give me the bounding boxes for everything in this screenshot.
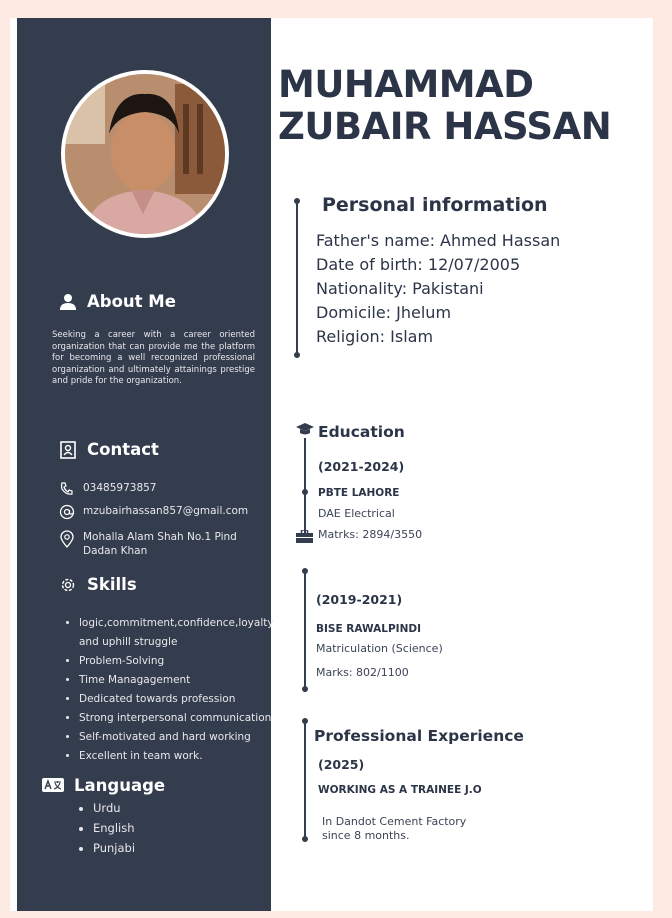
- edu1-years: (2021-2024): [318, 459, 405, 474]
- location-pin-icon: [59, 530, 75, 548]
- name-line1: MUHAMMAD: [278, 63, 534, 106]
- education-title: Education: [318, 423, 405, 441]
- contact-email: [57, 504, 248, 520]
- email-text: mzubairhassan857@gmail.com: [83, 505, 249, 517]
- name-line2: ZUBAIR HASSAN: [278, 105, 612, 148]
- page-title: [278, 64, 611, 148]
- list-item: • Problem-Solving: [79, 652, 279, 671]
- list-item: • Self-motivated and hard working: [79, 728, 279, 747]
- translate-icon: [42, 778, 64, 794]
- contact-phone: [57, 481, 157, 497]
- contact-address: [57, 530, 237, 558]
- personal-rail: [296, 202, 298, 356]
- graduation-cap-icon: [295, 422, 315, 438]
- gear-icon: [59, 576, 77, 594]
- about-heading: [59, 292, 176, 311]
- briefcase-icon: [296, 530, 313, 543]
- address-line1: Mohalla Alam Shah No.1 Pind: [83, 531, 237, 543]
- sidebar: [17, 18, 274, 911]
- rail-dot: [302, 686, 308, 692]
- list-item: • Time Managagement: [79, 671, 279, 690]
- rail-dot: [302, 568, 308, 574]
- experience-title: Professional Experience: [314, 727, 524, 745]
- list-item: • Excellent in team work.: [79, 747, 279, 766]
- edu2-institution: BISE RAWALPINDI: [316, 623, 421, 635]
- education-rail-2: [304, 572, 306, 692]
- skills-heading: [59, 575, 137, 594]
- resume-page: [10, 18, 653, 911]
- address-line2: Dadan Khan: [83, 545, 148, 557]
- edu2-years: (2019-2021): [316, 592, 403, 607]
- list-item: • logic,commitment,confidence,loyalty and uphill struggle: [79, 614, 279, 652]
- nationality: Nationality: Pakistani: [316, 279, 484, 298]
- phone-text: 03485973857: [83, 482, 157, 494]
- experience-detail-line2: since 8 months.: [322, 829, 410, 842]
- about-text: Seeking a career with a career oriented organization that can provide me the platform for becoming a well recognized professional organization and ultimately attainings prestige and pride for the organization.: [52, 330, 255, 386]
- edu1-institution: PBTE LAHORE: [318, 487, 400, 499]
- education-rail: [304, 438, 306, 538]
- personal-title: Personal information: [322, 194, 548, 216]
- experience-rail: [304, 722, 306, 840]
- rail-dot: [302, 489, 308, 495]
- rail-dot: [302, 836, 308, 842]
- experience-year: (2025): [318, 757, 365, 772]
- contact-title: Contact: [87, 440, 159, 459]
- domicile: Domicile: Jhelum: [316, 303, 452, 322]
- contact-heading: [59, 440, 159, 459]
- skills-list: [65, 614, 279, 766]
- edu1-program: DAE Electrical: [318, 507, 395, 520]
- list-item: • Strong interpersonal communication: [79, 709, 279, 728]
- experience-role: WORKING AS A TRAINEE J.O: [318, 784, 482, 796]
- list-item: • English: [93, 818, 135, 838]
- language-heading: [42, 776, 165, 795]
- language-list: [79, 798, 135, 858]
- list-item: • Punjabi: [93, 838, 135, 858]
- religion: Religion: Islam: [316, 327, 434, 346]
- edu2-marks: Marks: 802/1100: [316, 666, 409, 679]
- date-of-birth: Date of birth: 12/07/2005: [316, 255, 521, 274]
- experience-detail-line1: In Dandot Cement Factory: [322, 815, 467, 828]
- user-icon: [59, 293, 77, 311]
- language-title: Language: [74, 776, 166, 795]
- skills-title: Skills: [87, 575, 137, 594]
- rail-dot: [302, 718, 308, 724]
- list-item: • Dedicated towards profession: [79, 690, 279, 709]
- list-item: • Urdu: [93, 798, 135, 818]
- rail-dot: [294, 198, 300, 204]
- rail-dot: [294, 352, 300, 358]
- fathers-name: Father's name: Ahmed Hassan: [316, 231, 561, 250]
- contact-card-icon: [59, 441, 77, 459]
- edu2-program: Matriculation (Science): [316, 642, 443, 655]
- edu1-marks: Matrks: 2894/3550: [318, 528, 423, 541]
- phone-icon: [59, 481, 75, 497]
- experience-detail: [322, 815, 466, 843]
- profile-photo: [61, 70, 229, 238]
- email-at-icon: [59, 504, 75, 520]
- about-title: About Me: [87, 292, 176, 311]
